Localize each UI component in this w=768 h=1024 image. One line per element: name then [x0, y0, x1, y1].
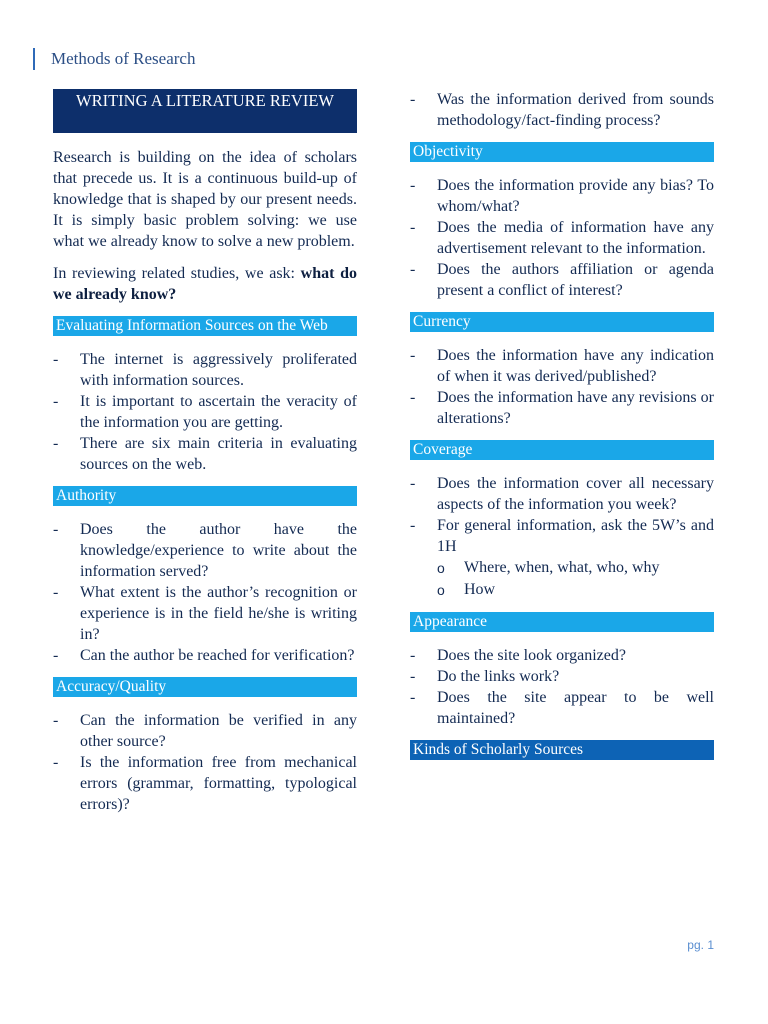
section-heading-authority: Authority — [53, 486, 357, 506]
accuracy-list-continued — [410, 89, 714, 131]
accuracy-list — [53, 710, 357, 815]
list-item: - There are six main criteria in evaluating sources on the web. — [53, 433, 357, 475]
section-heading-objectivity: Objectivity — [410, 142, 714, 162]
list-item: - Does the information have any revisions or alterations? — [410, 387, 714, 429]
list-item: - Was the information derived from sounds methodology/fact-finding process? — [410, 89, 714, 131]
list-item: - What extent is the author’s recognition or experience is in the field he/she is writing in? — [53, 582, 357, 645]
list-item: - The internet is aggressively proliferated with information sources. — [53, 349, 357, 391]
section-heading-evaluating: Evaluating Information Sources on the Web — [53, 316, 357, 336]
evaluating-list — [53, 349, 357, 475]
list-item: - Does the information provide any bias? To whom/what? — [410, 175, 714, 217]
sub-list-item: o Where, when, what, who, why — [437, 557, 714, 579]
running-header — [33, 48, 195, 70]
appearance-list — [410, 645, 714, 729]
section-heading-appearance: Appearance — [410, 612, 714, 632]
question-paragraph — [53, 263, 357, 305]
coverage-list — [410, 473, 714, 557]
intro-paragraph: Research is building on the idea of scholars that precede us. It is a continuous build-up of knowledge that is shaped by our present needs. It is simply basic problem solving: we use what we already know to solve a new problem. — [53, 149, 357, 250]
left-column — [53, 89, 357, 826]
coverage-sublist — [410, 557, 714, 601]
section-heading-coverage: Coverage — [410, 440, 714, 460]
authority-list — [53, 519, 357, 666]
list-item: - Does the media of information have any advertisement relevant to the information. — [410, 217, 714, 259]
section-heading-kinds: Kinds of Scholarly Sources — [410, 740, 714, 760]
header-title: Methods of Research — [51, 49, 196, 68]
list-item: - For general information, ask the 5W’s and 1H — [410, 515, 714, 557]
list-item: - Is the information free from mechanical errors (grammar, formatting, typological errors)? — [53, 752, 357, 815]
list-item: - Do the links work? — [410, 666, 714, 687]
list-item: - Does the author have the knowledge/experience to write about the information served? — [53, 519, 357, 582]
list-item: - Can the information be verified in any other source? — [53, 710, 357, 752]
list-item: - Does the site appear to be well maintained? — [410, 687, 714, 729]
list-item: - Does the information have any indication of when it was derived/published? — [410, 345, 714, 387]
question-prefix: In reviewing related studies, we ask: — [53, 265, 301, 282]
page-number: pg. 1 — [687, 938, 714, 952]
page-title: WRITING A LITERATURE REVIEW — [53, 89, 357, 133]
list-item: - It is important to ascertain the veracity of the information you are getting. — [53, 391, 357, 433]
list-item: - Does the information cover all necessary aspects of the information you week? — [410, 473, 714, 515]
list-item: - Can the author be reached for verification? — [53, 645, 357, 666]
section-heading-currency: Currency — [410, 312, 714, 332]
header-accent-bar — [33, 48, 35, 70]
list-item: - Does the authors affiliation or agenda present a conflict of interest? — [410, 259, 714, 301]
list-item: - Does the site look organized? — [410, 645, 714, 666]
section-heading-accuracy: Accuracy/Quality — [53, 677, 357, 697]
objectivity-list — [410, 175, 714, 301]
right-column — [410, 89, 714, 773]
sub-list-item: o How — [437, 579, 714, 601]
currency-list — [410, 345, 714, 429]
question-bold: what do we already know? — [53, 265, 357, 303]
